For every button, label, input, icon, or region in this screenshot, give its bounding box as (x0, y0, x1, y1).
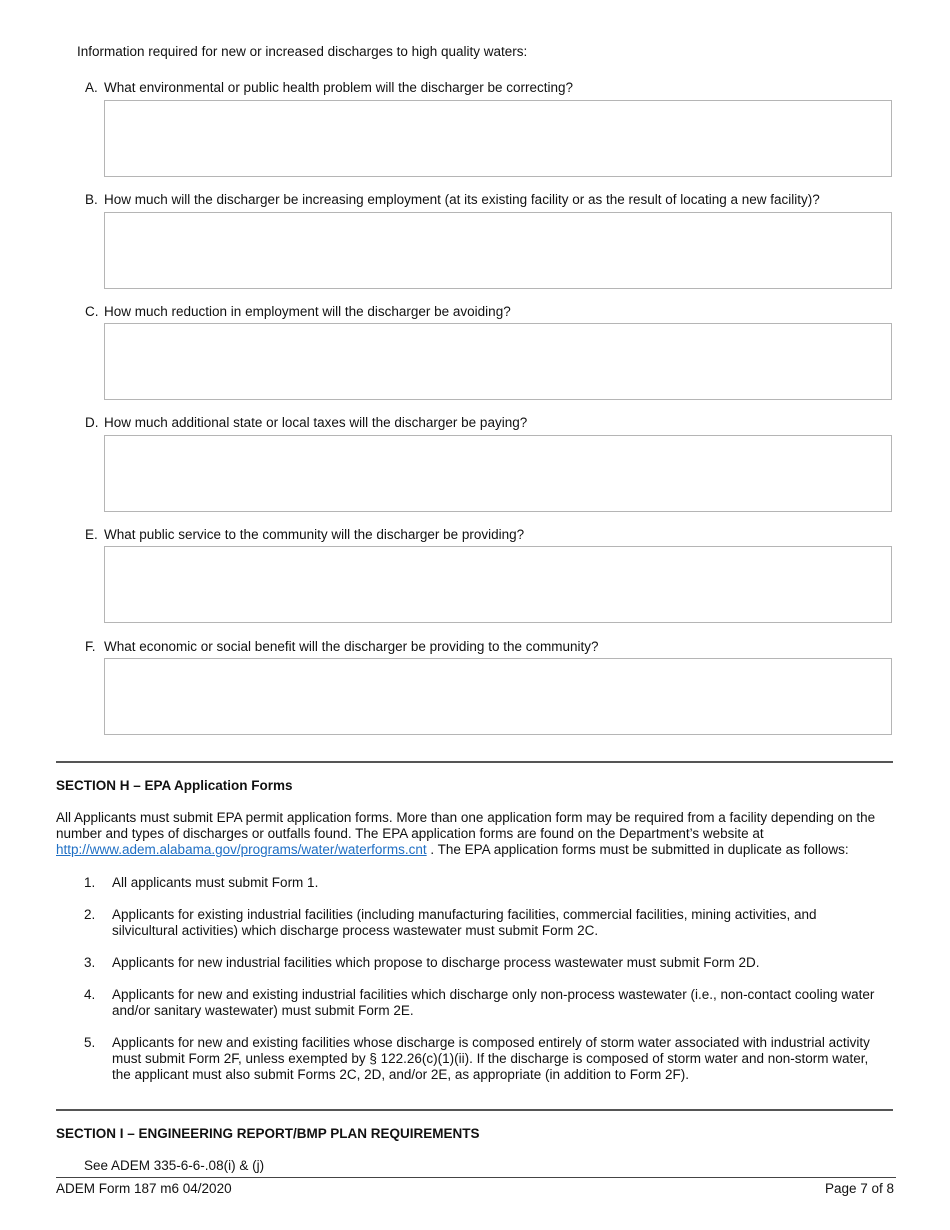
list-item-number: 5. (84, 1035, 96, 1050)
section-i-text: See ADEM 335-6-6-.08(i) & (j) (84, 1158, 265, 1173)
question-c-answer-field[interactable] (104, 323, 892, 400)
list-item-number: 4. (84, 987, 96, 1002)
question-c-label: C. (85, 304, 99, 319)
question-b-text: How much will the discharger be increasing employment (at its existing facility or as the result of locating a new facility)? (104, 192, 820, 207)
list-item-number: 3. (84, 955, 96, 970)
footer-divider (56, 1177, 896, 1178)
list-item-number: 2. (84, 907, 96, 922)
section-h-paragraph-end: . The EPA application forms must be submitted in duplicate as follows: (426, 842, 849, 857)
footer-form-id: ADEM Form 187 m6 04/2020 (56, 1181, 232, 1196)
list-item-number: 1. (84, 875, 96, 890)
list-item: Applicants for new industrial facilities which propose to discharge process wastewater must submit Form 2D. (112, 955, 760, 970)
question-f-answer-field[interactable] (104, 658, 892, 735)
section-h-paragraph-start: All Applicants must submit EPA permit application forms. More than one application form may be required from a facility depending on the number and types of discharges or outfalls found. The EPA application forms are found on the Department’s website at (56, 810, 876, 841)
question-f-text: What economic or social benefit will the discharger be providing to the community? (104, 639, 599, 654)
intro-text: Information required for new or increased discharges to high quality waters: (77, 44, 528, 59)
question-d-answer-field[interactable] (104, 435, 892, 512)
list-item: Applicants for existing industrial facilities (including manufacturing facilities, commercial facilities, mining activities, and silvicultural activities) which discharge process wastewater must submit Form 2C. (112, 907, 817, 938)
footer-page-number: Page 7 of 8 (824, 1181, 894, 1196)
question-d-text: How much additional state or local taxes will the discharger be paying? (104, 415, 528, 430)
question-a-text: What environmental or public health problem will the discharger be correcting? (104, 80, 573, 95)
question-d-label: D. (85, 415, 99, 430)
waterforms-link[interactable]: http://www.adem.alabama.gov/programs/water/waterforms.cnt (56, 842, 427, 857)
question-f-label: F. (85, 639, 96, 654)
list-item: All applicants must submit Form 1. (112, 875, 319, 890)
section-divider (56, 1109, 893, 1111)
list-item: Applicants for new and existing facilities whose discharge is composed entirely of storm water associated with industrial activity must submit Form 2F, unless exempted by § 122.26(c)(1)(ii). If the discharge is composed of storm water and non-storm water, the applicant must also submit Forms 2C, 2D, and/or 2E, as appropriate (in addition to Form 2F). (112, 1035, 870, 1082)
question-e-text: What public service to the community will the discharger be providing? (104, 527, 525, 542)
question-e-answer-field[interactable] (104, 546, 892, 623)
question-a-label: A. (85, 80, 98, 95)
question-b-answer-field[interactable] (104, 212, 892, 289)
list-item: Applicants for new and existing industrial facilities which discharge only non-process wastewater (i.e., non-contact cooling water and/or sanitary wastewater) must submit Form 2E. (112, 987, 875, 1018)
question-e-label: E. (85, 527, 98, 542)
section-divider (56, 761, 893, 763)
section-h-paragraph (56, 810, 896, 858)
section-h-title: SECTION H – EPA Application Forms (56, 778, 293, 793)
section-i-title: SECTION I – ENGINEERING REPORT/BMP PLAN REQUIREMENTS (56, 1126, 480, 1141)
question-b-label: B. (85, 192, 98, 207)
question-c-text: How much reduction in employment will the discharger be avoiding? (104, 304, 511, 319)
question-a-answer-field[interactable] (104, 100, 892, 177)
